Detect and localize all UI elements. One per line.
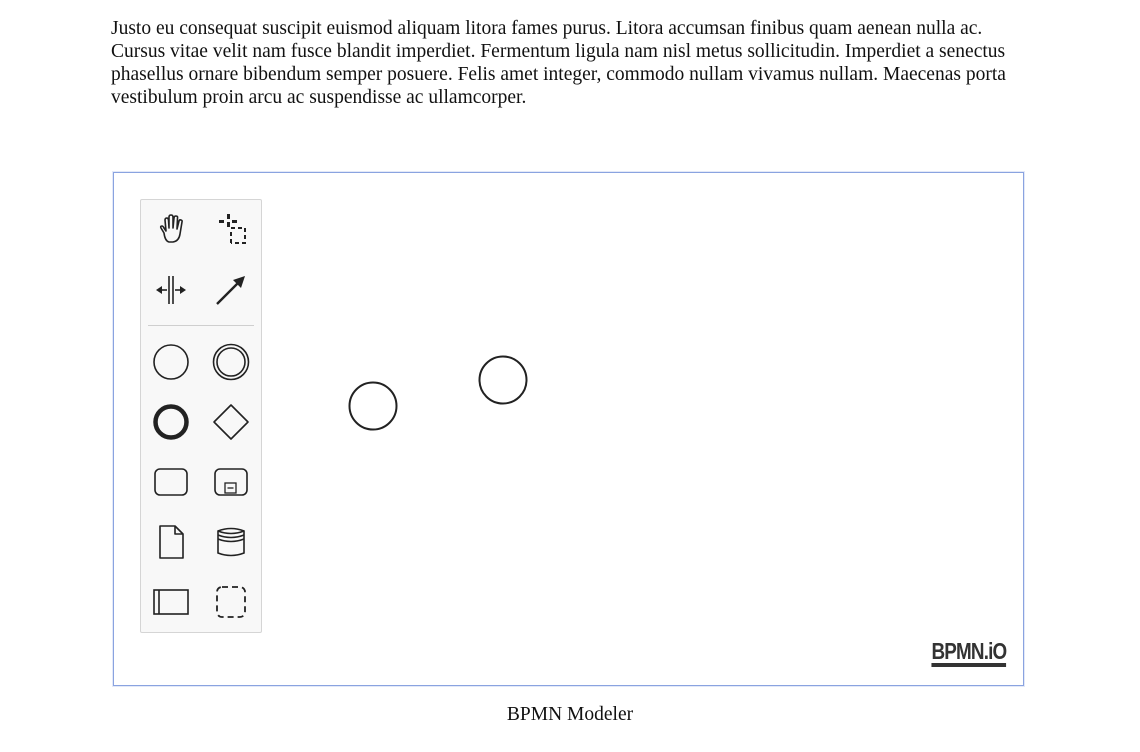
canvas-start-event[interactable] [477, 354, 529, 406]
lasso-icon [213, 212, 249, 248]
task-tool[interactable] [146, 457, 196, 507]
data-object-icon [151, 522, 191, 562]
palette-separator [148, 325, 254, 326]
end-event-icon [151, 402, 191, 442]
end-event-tool[interactable] [146, 397, 196, 447]
gateway-icon [211, 402, 251, 442]
data-object-tool[interactable] [146, 517, 196, 567]
group-icon [211, 582, 251, 622]
space-tool-button[interactable] [146, 265, 196, 315]
hand-icon [153, 212, 189, 248]
connect-tool-button[interactable] [206, 265, 256, 315]
lasso-tool-button[interactable] [206, 205, 256, 255]
subprocess-icon [211, 462, 251, 502]
intro-paragraph: Justo eu consequat suscipit euismod aliquam litora fames purus. Litora accumsan finibus quam aenean nulla ac. Cursus vitae velit nam fusce blandit imperdiet. Fermentum ligula nam nisl metus sollicitudin. Imperdiet a senectus phasellus ornare bibendum semper posuere. Felis amet integer, commodo nullam vivamus nullam. Maecenas porta vestibulum proin arcu ac suspendisse ac ullamcorper. [111, 18, 1006, 108]
data-store-tool[interactable] [206, 517, 256, 567]
pool-icon [151, 582, 191, 622]
group-tool[interactable] [206, 577, 256, 627]
hand-tool-button[interactable] [146, 205, 196, 255]
subprocess-tool[interactable] [206, 457, 256, 507]
pool-tool[interactable] [146, 577, 196, 627]
start-event-icon [151, 342, 191, 382]
intermediate-event-icon [211, 342, 251, 382]
intermediate-event-tool[interactable] [206, 337, 256, 387]
bpmn-io-logo[interactable]: BPMN.iO [931, 640, 1006, 667]
canvas-start-event[interactable] [347, 380, 399, 432]
arrow-icon [213, 272, 249, 308]
tool-palette [140, 199, 262, 633]
space-tool-icon [153, 272, 189, 308]
figure-caption: BPMN Modeler [506, 704, 634, 725]
gateway-tool[interactable] [206, 397, 256, 447]
data-store-icon [211, 522, 251, 562]
start-event-tool[interactable] [146, 337, 196, 387]
task-icon [151, 462, 191, 502]
bpmn-canvas[interactable] [113, 172, 1024, 686]
